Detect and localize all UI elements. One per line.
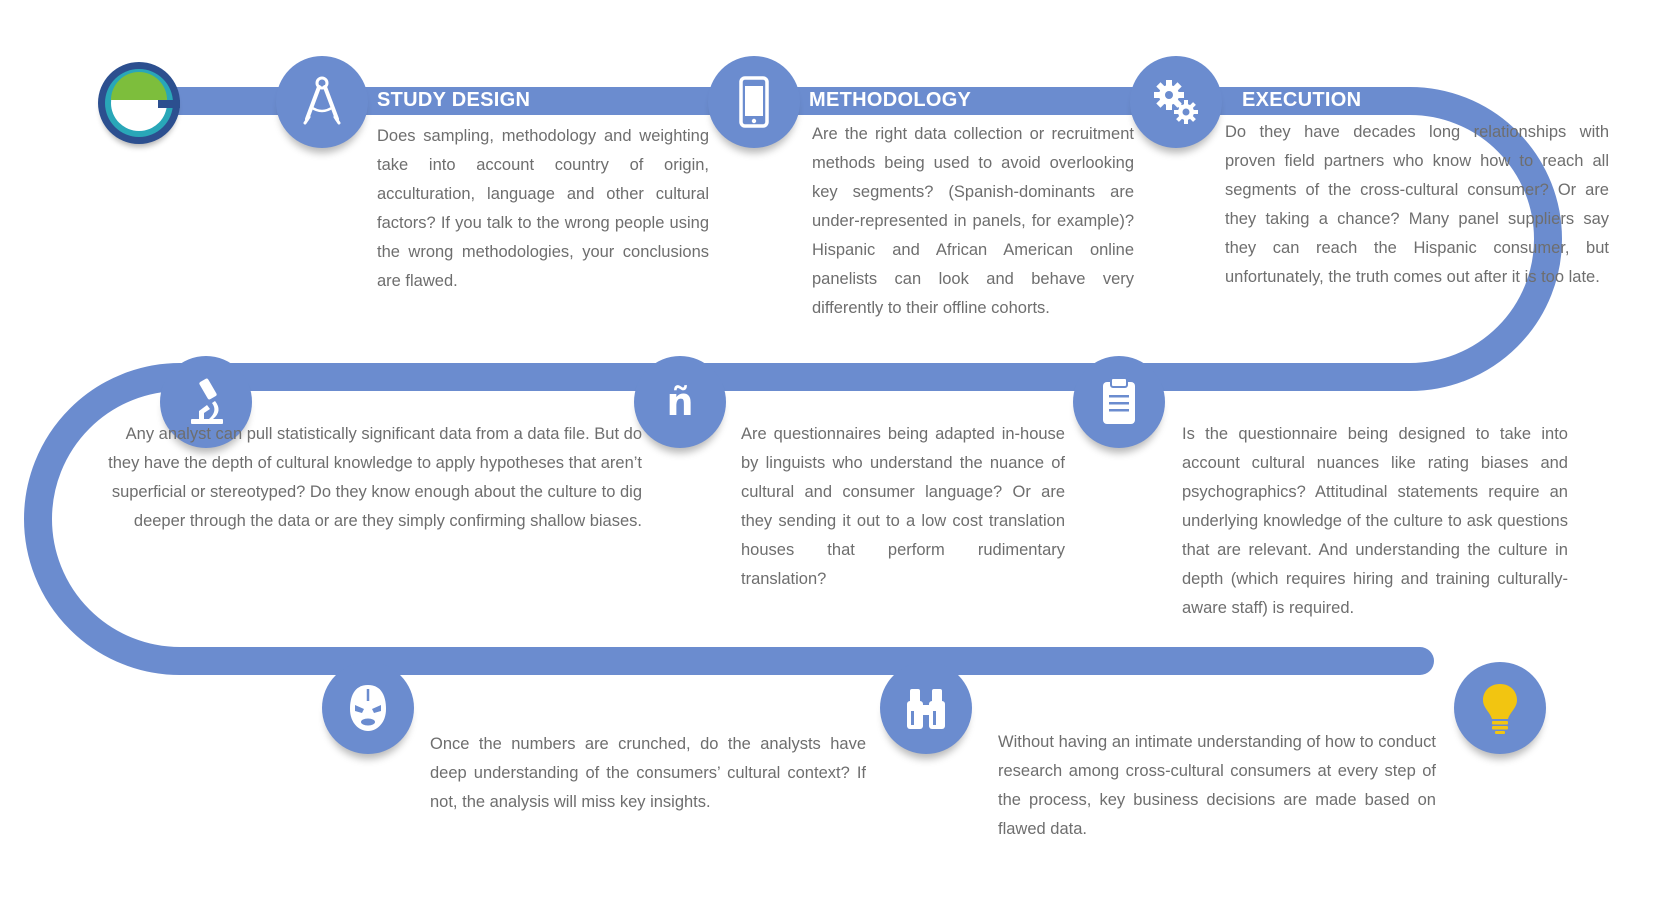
recommendations-title: RECOMMENDATIONS [984, 697, 1196, 719]
questionnaire-node [1073, 356, 1165, 448]
recommendations-text: Without having an intimate understanding of how to conduct research among cross-cultural consumers at every step of the process, key business decisions are made based on flawed data. [998, 733, 1436, 838]
lightbulb-node [1454, 662, 1546, 754]
execution-text: Do they have decades long relationships with proven field partners who know how to reach all segments of the cross-cultural consumer? Or are they taking a chance? Many panel suppliers say they can reach the Hispanic consumer, but unfortunately, the truth comes out after it is too late. [1225, 123, 1609, 286]
study-design-text: Does sampling, methodology and weighting take into account country of origin, acculturation, language and other cultural factors? If you talk to the wrong people using the wrong methodologies, your conclusions are flawed. [377, 127, 709, 290]
clipboard-icon [1092, 375, 1146, 429]
cultural-context-node [322, 662, 414, 754]
analysis-title: ANALYSIS [270, 391, 372, 413]
questionnaire-title: QUESTIONNAIRE [1182, 391, 1353, 413]
luchador-mask-icon [341, 681, 395, 735]
cultural-context-title: CULTURAL CONTEXT [426, 697, 639, 719]
cultural-context-text: Once the numbers are crunched, do the analysts have deep understanding of the consumers’ cultural context? If not, the analysis will miss key insights. [430, 735, 866, 811]
smartphone-icon [727, 75, 781, 129]
enye-icon: ñ [666, 380, 694, 424]
adaptation-node [634, 356, 726, 448]
gears-icon [1149, 75, 1203, 129]
binoculars-icon [899, 681, 953, 735]
study-design-node [276, 56, 368, 148]
adaptation-text: Are questionnaires being adapted in-house by linguists who understand the nuance of cultural and consumer language? Or are they sending it out to a low cost translation houses that perform rudimentary translation? [741, 425, 1065, 588]
logo-icon [98, 62, 180, 144]
execution-title: EXECUTION [1242, 89, 1362, 111]
compass-icon [295, 75, 349, 129]
questionnaire-text: Is the questionnaire being designed to take into account cultural nuances like rating biases and psychographics? Attitudinal statements require an underlying knowledge of the culture to ask questions that are relevant. And understanding the culture in depth (which requires hiring and training culturally-aware staff) is required. [1182, 425, 1568, 617]
adaptation-title: ADAPTATION [744, 391, 876, 413]
execution-node [1130, 56, 1222, 148]
lightbulb-icon [1473, 681, 1527, 735]
methodology-title: METHODOLOGY [809, 89, 972, 111]
analysis-text: Any analyst can pull statistically significant data from a data file. But do they have the depth of cultural knowledge to apply hypotheses that aren’t superficial or stereotyped? Do they know enough about the culture to dig deeper through the data or are they simply confirming shallow biases. [108, 425, 642, 530]
methodology-text: Are the right data collection or recruitment methods being used to avoid overlooking key segments? (Spanish-dominants are under-represented in panels, for example)? Hispanic and African American online panelists can look and behave very differently to their offline cohorts. [812, 125, 1134, 317]
methodology-node [708, 56, 800, 148]
recommendations-node [880, 662, 972, 754]
study-design-title: STUDY DESIGN [377, 89, 531, 111]
